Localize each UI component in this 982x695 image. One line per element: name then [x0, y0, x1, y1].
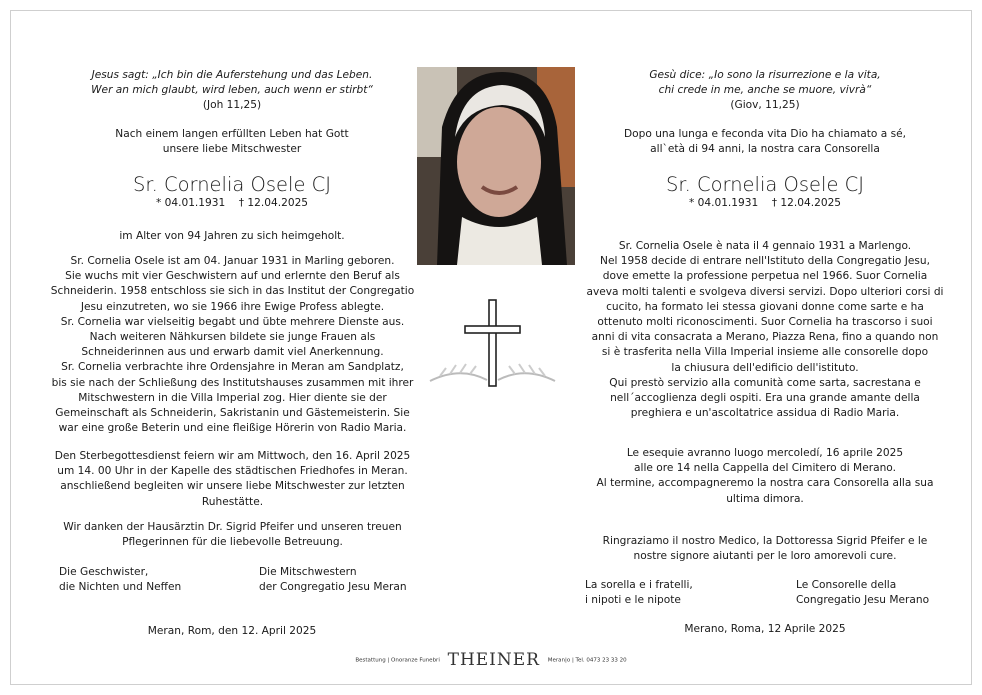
- right-bio: Sr. Cornelia Osele è nata il 4 gennaio 1931 a Marlengo. Nel 1958 decide di entrare nell'Istituto della Congregatio Jesu, dove emette la professione perpetua nel 1966. Suor Cornelia aveva molti talenti e svolgeva diversi servizi. Dopo ulteriori corsi di cucito, ha formato lei stessa giovani donne come sarte e ha ottenuto molti riconoscimenti. Suor Cornelia ha trascorso i suoi anni di vita consacrata a Merano, Piazza Rena, fino a quando non si è trasferita nella Villa Imperial insieme alle consorelle dopo la chiusura dell'edificio dell'istituto. Qui prestò servizio alla comunità come sarta, sacrestana e nell´accoglienza degli ospiti. Era una grande amante della preghiera e un'ascoltatrice assidua di Radio Maria.: [586, 240, 944, 420]
- left-thanks: Wir danken der Hausärztin Dr. Sigrid Pfeifer und unseren treuen Pflegerinnen für die liebevolle Betreuung.: [63, 521, 402, 549]
- right-thanks: Ringraziamo il nostro Medico, la Dottoressa Sigrid Pfeifer e le nostre signore aiutanti per le loro amorevoli cure.: [602, 535, 928, 563]
- right-quote-ref: (Giov, 11,25): [730, 99, 800, 111]
- portrait-photo: [417, 67, 575, 265]
- left-quote-ref: (Joh 11,25): [202, 99, 262, 111]
- right-quote: Gesù dice: „Io sono la risurrezione e la vita, chi crede in me, anche se muore, vivrà“: [649, 69, 881, 97]
- right-place-date: Merano, Roma, 12 Aprile 2025: [684, 623, 846, 635]
- footer-contact: Meran|o | Tel. 0473 23 33 20: [547, 657, 627, 664]
- left-bio: Sr. Cornelia Osele ist am 04. Januar 1931 in Marling geboren. Sie wuchs mit vier Geschwistern auf und erlernte den Beruf als Schneiderin. 1958 entschloss sie sich in das Institut der Congregatio Jesu einzutreten, wo sie 1966 ihre Ewige Profess ablegte. Sr. Cornelia war vielseitig begabt und übte mehrere Dienste aus. Nach weiteren Nähkursen bildete sie junge Frauen als Schneiderinnen aus und erwarb damit viel Anerkennung. Sr. Cornelia verbrachte ihre Ordensjahre in Meran am Sandplatz, bis sie nach der Schließung des Institutshauses zusammen mit ihrer Mitschwestern in die Villa Imperial zog. Hier diente sie der Gemeinschaft als Schneiderin, Sakristanin und Gästemeisterin. Sie war eine große Beterin und eine fleißige Hörerin von Radio Maria.: [50, 255, 415, 435]
- left-after: im Alter von 94 Jahren zu sich heimgeholt.: [119, 230, 345, 242]
- left-funeral: Den Sterbegottesdienst feiern wir am Mittwoch, den 16. April 2025 um 14. 00 Uhr in der Kapelle des städtischen Friedhofes in Meran. anschließend begleiten wir unsere liebe Mitschwester zur letzten Ruhestätte.: [54, 450, 411, 508]
- left-dates: * 04.01.1931 † 12.04.2025: [155, 197, 309, 209]
- right-dates: * 04.01.1931 † 12.04.2025: [688, 197, 842, 209]
- left-quote: Jesus sagt: „Ich bin die Auferstehung und das Leben. Wer an mich glaubt, wird leben, auch wenn er stirbt“: [91, 69, 373, 97]
- left-place-date: Meran, Rom, den 12. April 2025: [147, 625, 317, 637]
- left-signature-family: Die Geschwister, die Nichten und Neffen: [59, 566, 182, 594]
- right-funeral: Le esequie avranno luogo mercoledí, 16 aprile 2025 alle ore 14 nella Cappella del Cimitero di Merano. Al termine, accompagneremo la nostra cara Consorella alla sua ultima dimora.: [596, 447, 934, 505]
- right-signature-family: La sorella e i fratelli, i nipoti e le nipote: [585, 579, 693, 607]
- footer-services: Bestattung | Onoranze Funebri: [355, 657, 440, 664]
- left-name: Sr. Cornelia Osele CJ: [132, 173, 332, 196]
- right-name: Sr. Cornelia Osele CJ: [665, 173, 865, 196]
- right-intro: Dopo una lunga e feconda vita Dio ha chiamato a sé, all`età di 94 anni, la nostra cara Consorella: [624, 128, 906, 156]
- right-signature-sisters: Le Consorelle della Congregatio Jesu Merano: [796, 579, 930, 607]
- footer: [0, 650, 982, 670]
- left-signature-sisters: Die Mitschwestern der Congregatio Jesu Meran: [259, 566, 407, 594]
- cross-icon: [425, 296, 560, 396]
- theiner-logo: THEINER: [447, 650, 540, 670]
- left-intro: Nach einem langen erfüllten Leben hat Gott unsere liebe Mitschwester: [115, 128, 349, 156]
